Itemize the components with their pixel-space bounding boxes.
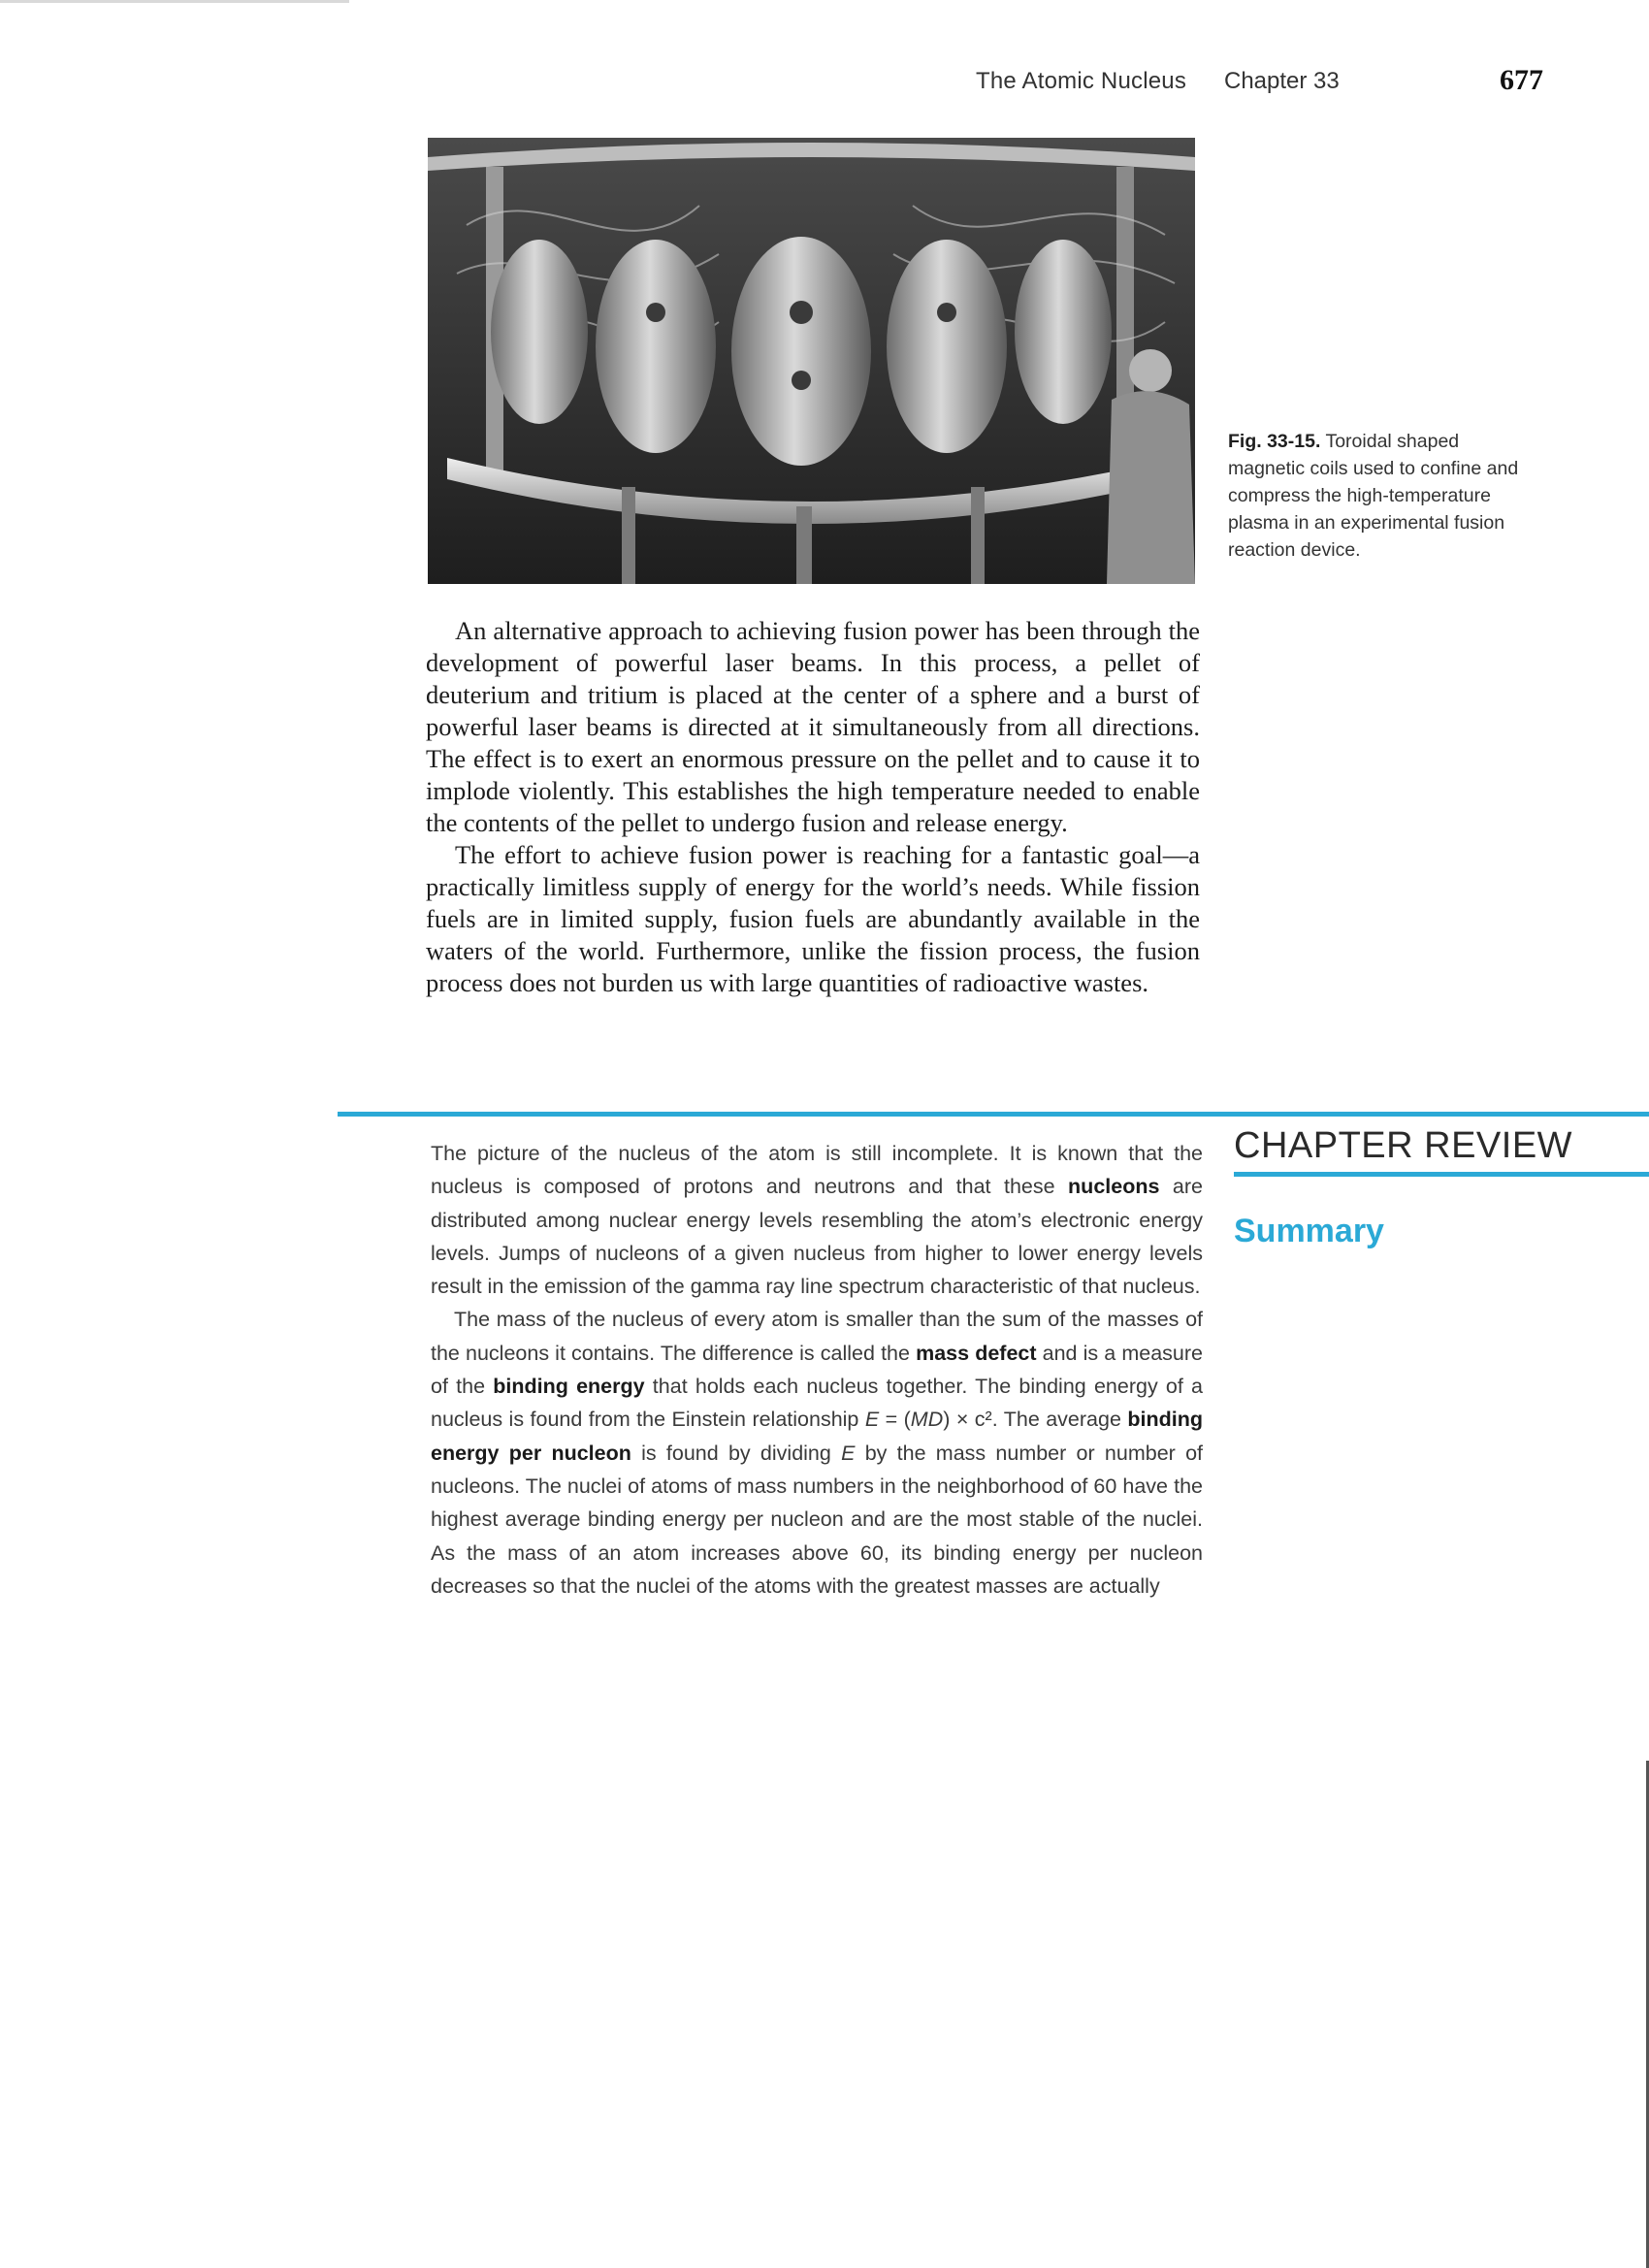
body-paragraph-laser-fusion: An alternative approach to achieving fusion power has been through the development of powerful laser beams. In this process, a pellet of deuterium and tritium is placed at the center of a sphere and a burst of powerful laser beams is directed at it simultaneously from all directions. The effect is to exert an enormous pressure on the pellet and to cause it to implode violently. This establishes the high temperature needed to enable the contents of the pellet to undergo fusion and release energy.: [426, 616, 1200, 837]
summary-paragraph-nucleons: [431, 1137, 1203, 1303]
equation-symbol-e: E: [864, 1408, 880, 1432]
key-term-binding-energy-per-nucleon: binding energy per nucleon: [431, 1408, 1203, 1465]
summary-text-run: by the mass number or number of nucleons. The nuclei of atoms of mass numbers in the neighborhood of 60 have the highest average binding energy per nucleon and are the most stable of the nuclei. As the mass of an atom increases above 60, its binding energy per nucleon decreases so that the nuclei of the atoms with the greatest masses are actually: [431, 1441, 1203, 1598]
key-term-mass-defect: mass defect: [916, 1341, 1037, 1365]
equation-text: = (: [879, 1408, 911, 1432]
running-header: [976, 64, 1552, 103]
key-term-nucleons: nucleons: [1068, 1175, 1160, 1199]
figure-caption-text: Toroidal shaped magnetic coils used to confine and compress the high-temperature plasma in an experimental fusion reaction device.: [1228, 431, 1519, 561]
summary-text-run: is found by dividing: [630, 1441, 842, 1465]
equation-symbol-e: E: [841, 1441, 856, 1465]
body-text: [426, 615, 1200, 999]
page-number: 677: [1500, 64, 1543, 96]
chapter-review-heading: CHAPTER REVIEW: [1234, 1125, 1573, 1166]
key-term-binding-energy: binding energy: [493, 1375, 645, 1399]
running-title: The Atomic Nucleus: [976, 68, 1187, 94]
equation-text: ) × c². The average: [943, 1408, 1128, 1432]
summary-text-run: and is a measure of the: [431, 1341, 1204, 1399]
chapter-review-underline: [1234, 1172, 1649, 1177]
summary-text-run: The mass of the nucleus of every atom is smaller than the sum of the masses of the nucleons it contains. The difference is called the: [431, 1308, 1203, 1365]
summary-text-run: are distributed among nuclear energy levels resembling the atom’s electronic energy levels. Jumps of nucleons of a given nucleus from higher to lower energy levels result in the emission of the gamma ray line spectrum characteristic of that nucleus.: [431, 1175, 1203, 1299]
equation-symbol-md: MD: [910, 1408, 944, 1432]
section-divider-rule: [338, 1112, 1649, 1117]
body-paragraph-fusion-goal: The effort to achieve fusion power is reaching for a fantastic goal—a practically limitless supply of energy for the world’s needs. While fission fuels are in limited supply, fusion fuels are abundantly available in the waters of the world. Furthermore, unlike the fission process, the fusion process does not burden us with large quantities of radioactive wastes.: [426, 840, 1200, 997]
summary-heading: Summary: [1234, 1213, 1384, 1249]
scan-edge-artifact: [0, 0, 349, 3]
chapter-label: Chapter 33: [1224, 68, 1340, 94]
summary-text-run: that holds each nucleus together. The binding energy of a nucleus is found from the Einstein relationship: [431, 1375, 1204, 1432]
fusion-device-photo: [428, 138, 1195, 584]
summary-text: [431, 1137, 1203, 1603]
figure-label: Fig. 33-15.: [1228, 431, 1321, 452]
summary-paragraph-binding-energy: [431, 1303, 1203, 1603]
summary-text-run: The picture of the nucleus of the atom is still incomplete. It is known that the nucleus is composed of protons and neutrons and that these: [431, 1142, 1203, 1199]
figure-caption: [1228, 428, 1538, 564]
